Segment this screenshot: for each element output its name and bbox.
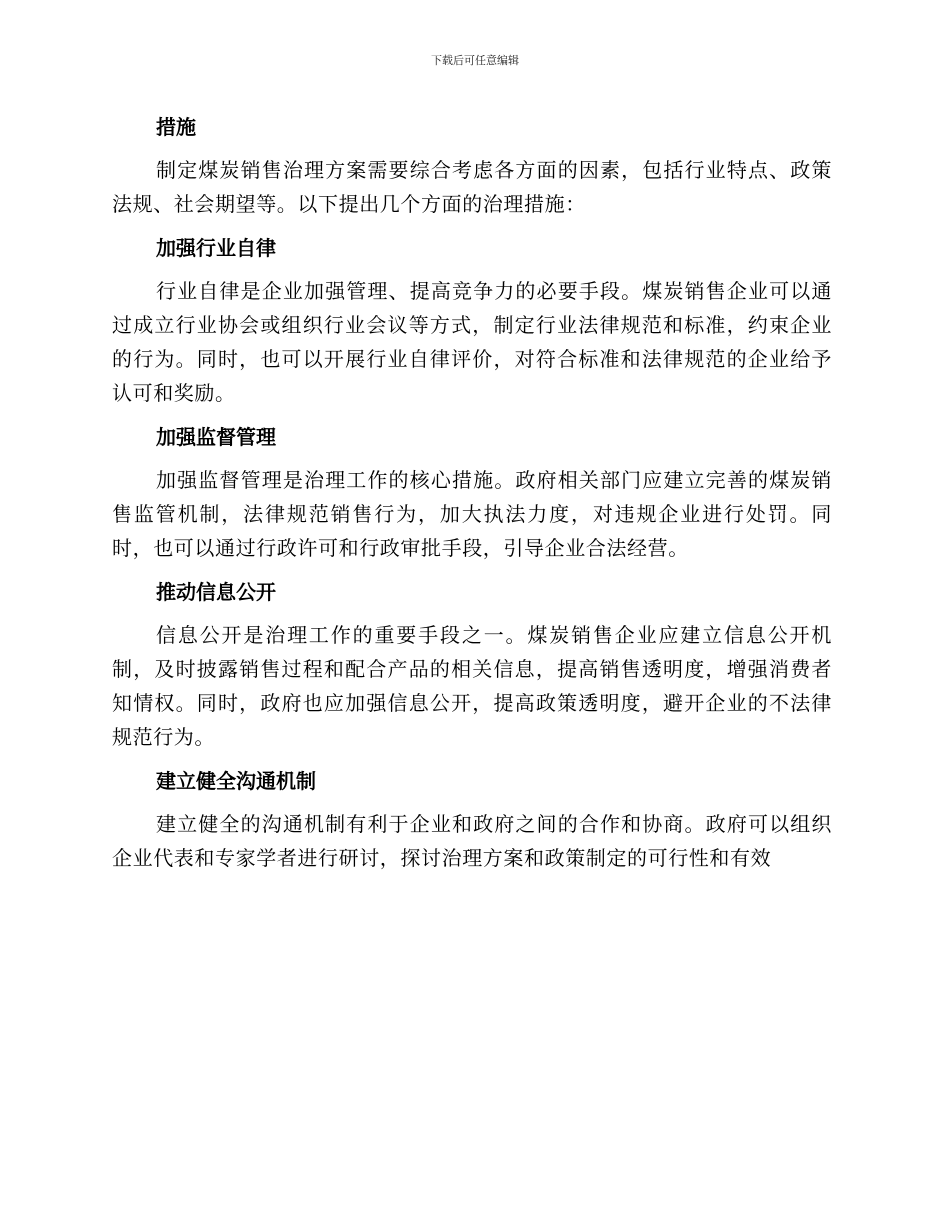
- section-paragraph: 加强监督管理是治理工作的核心措施。政府相关部门应建立完善的煤炭销售监管机制，法律规范销售行为，加大执法力度，对违规企业进行处罚。同时，也可以通过行政许可和行政审批手段，引导企业合法经营。: [112, 468, 832, 560]
- section-heading: 加强监督管理: [156, 425, 276, 449]
- document-body: [112, 112, 832, 875]
- section-paragraph: 制定煤炭销售治理方案需要综合考虑各方面的因素，包括行业特点、政策法规、社会期望等。以下提出几个方面的治理措施：: [112, 158, 832, 216]
- page-header: 下载后可任意编辑: [431, 54, 519, 67]
- section-paragraph: 建立健全的沟通机制有利于企业和政府之间的合作和协商。政府可以组织企业代表和专家学者进行研讨，探讨治理方案和政策制定的可行性和有效: [112, 812, 832, 870]
- section-heading: 加强行业自律: [156, 236, 276, 260]
- section-heading: 推动信息公开: [156, 580, 276, 604]
- section-paragraph: 行业自律是企业加强管理、提高竞争力的必要手段。煤炭销售企业可以通过成立行业协会或组织行业会议等方式，制定行业法律规范和标准，约束企业的行为。同时，也可以开展行业自律评价，对符合标准和法律规范的企业给予认可和奖励。: [112, 279, 832, 405]
- section-paragraph: 信息公开是治理工作的重要手段之一。煤炭销售企业应建立信息公开机制，及时披露销售过程和配合产品的相关信息，提高销售透明度，增强消费者知情权。同时，政府也应加强信息公开，提高政策透明度，避开企业的不法律规范行为。: [112, 623, 832, 749]
- section-heading: 建立健全沟通机制: [156, 769, 316, 793]
- section-heading: 措施: [156, 115, 196, 139]
